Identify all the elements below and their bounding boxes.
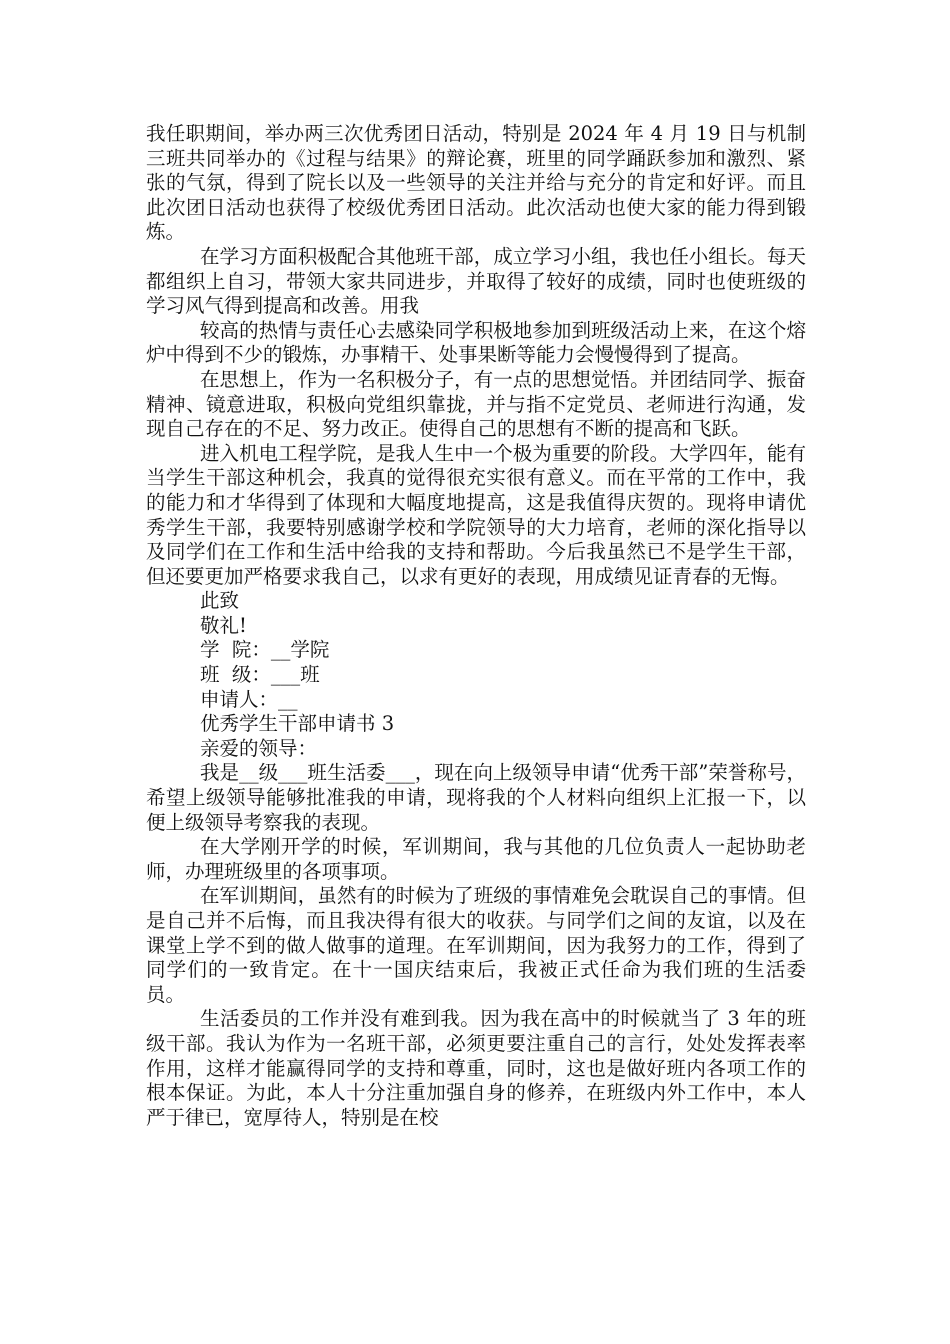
paragraph: 生活委员的工作并没有难到我。因为我在高中的时候就当了 3 年的班级干部。我认为作为一名班干部，必须更要注重自己的言行，处处发挥表率作用，这样才能赢得同学的支持和尊重，同时，这也是做好班内各项工作的根本保证。为此，本人十分注重加强自身的修养，在班级内外工作中，本人严于律已，宽厚待人，特别是在校 (146, 1007, 806, 1129)
paragraph: 在军训期间，虽然有的时候为了班级的事情难免会耽误自己的事情。但是自己并不后悔，而且我决得有很大的收获。与同学们之间的友谊，以及在课堂上学不到的做人做事的道理。在军训期间，因为我努力的工作，得到了同学们的一致肯定。在十一国庆结束后，我被正式任命为我们班的生活委员。 (146, 884, 806, 1006)
paragraph: 进入机电工程学院，是我人生中一个极为重要的阶段。大学四年，能有当学生干部这种机会，我真的觉得很充实很有意义。而在平常的工作中，我的能力和才华得到了体现和大幅度地提高，这是我值得庆贺的。现将申请优秀学生干部，我要特别感谢学校和学院领导的大力培育，老师的深化指导以及同学们在工作和生活中给我的支持和帮助。今后我虽然已不是学生干部，但还要更加严格要求我自己，以求有更好的表现，用成绩见证青春的无悔。 (146, 441, 806, 588)
paragraph: 在大学刚开学的时候，军训期间，我与其他的几位负责人一起协助老师，办理班级里的各项事项。 (146, 835, 806, 883)
greeting-line: 亲爱的领导： (200, 736, 318, 760)
class-line: 班 级：___班 (200, 663, 320, 687)
paragraph: 较高的热情与责任心去感染同学积极地参加到班级活动上来，在这个熔炉中得到不少的锻炼，办事精干、处事果断等能力会慢慢得到了提高。 (146, 318, 806, 367)
section-title: 优秀学生干部申请书 3 (200, 712, 395, 736)
applicant-line: 申请人：__ (200, 687, 298, 711)
paragraph: 在思想上，作为一名积极分子，有一点的思想觉悟。并团结同学、振奋精神、镜意进取，积极向党组织靠拢，并与指不定党员、老师进行沟通，发现自己存在的不足、努力改正。使得自己的思想有不断的提高和飞跃。 (146, 367, 806, 441)
salutation-line: 此致 (200, 589, 240, 613)
regards-line: 敬礼! (200, 613, 247, 637)
document-page (146, 122, 806, 1130)
paragraph: 我任职期间，举办两三次优秀团日活动，特别是 2024 年 4 月 19 日与机制三班共同举办的《过程与结果》的辩论赛，班里的同学踊跃参加和激烈、紧张的气氛，得到了院长以及一些领导的关注并给与充分的肯定和好评。而且此次团日活动也获得了校级优秀团日活动。此次活动也使大家的能力得到锻炼。 (146, 122, 806, 244)
paragraph: 在学习方面积极配合其他班干部，成立学习小组，我也任小组长。每天都组织上自习，带领大家共同进步，并取得了较好的成绩，同时也使班级的学习风气得到提高和改善。用我 (146, 244, 806, 318)
college-line: 学 院：__学院 (200, 638, 330, 662)
paragraph: 我是__级___班生活委___，现在向上级领导申请“优秀干部”荣誉称号，希望上级领导能够批准我的申请，现将我的个人材料向组织上汇报一下，以便上级领导考察我的表现。 (146, 761, 806, 834)
